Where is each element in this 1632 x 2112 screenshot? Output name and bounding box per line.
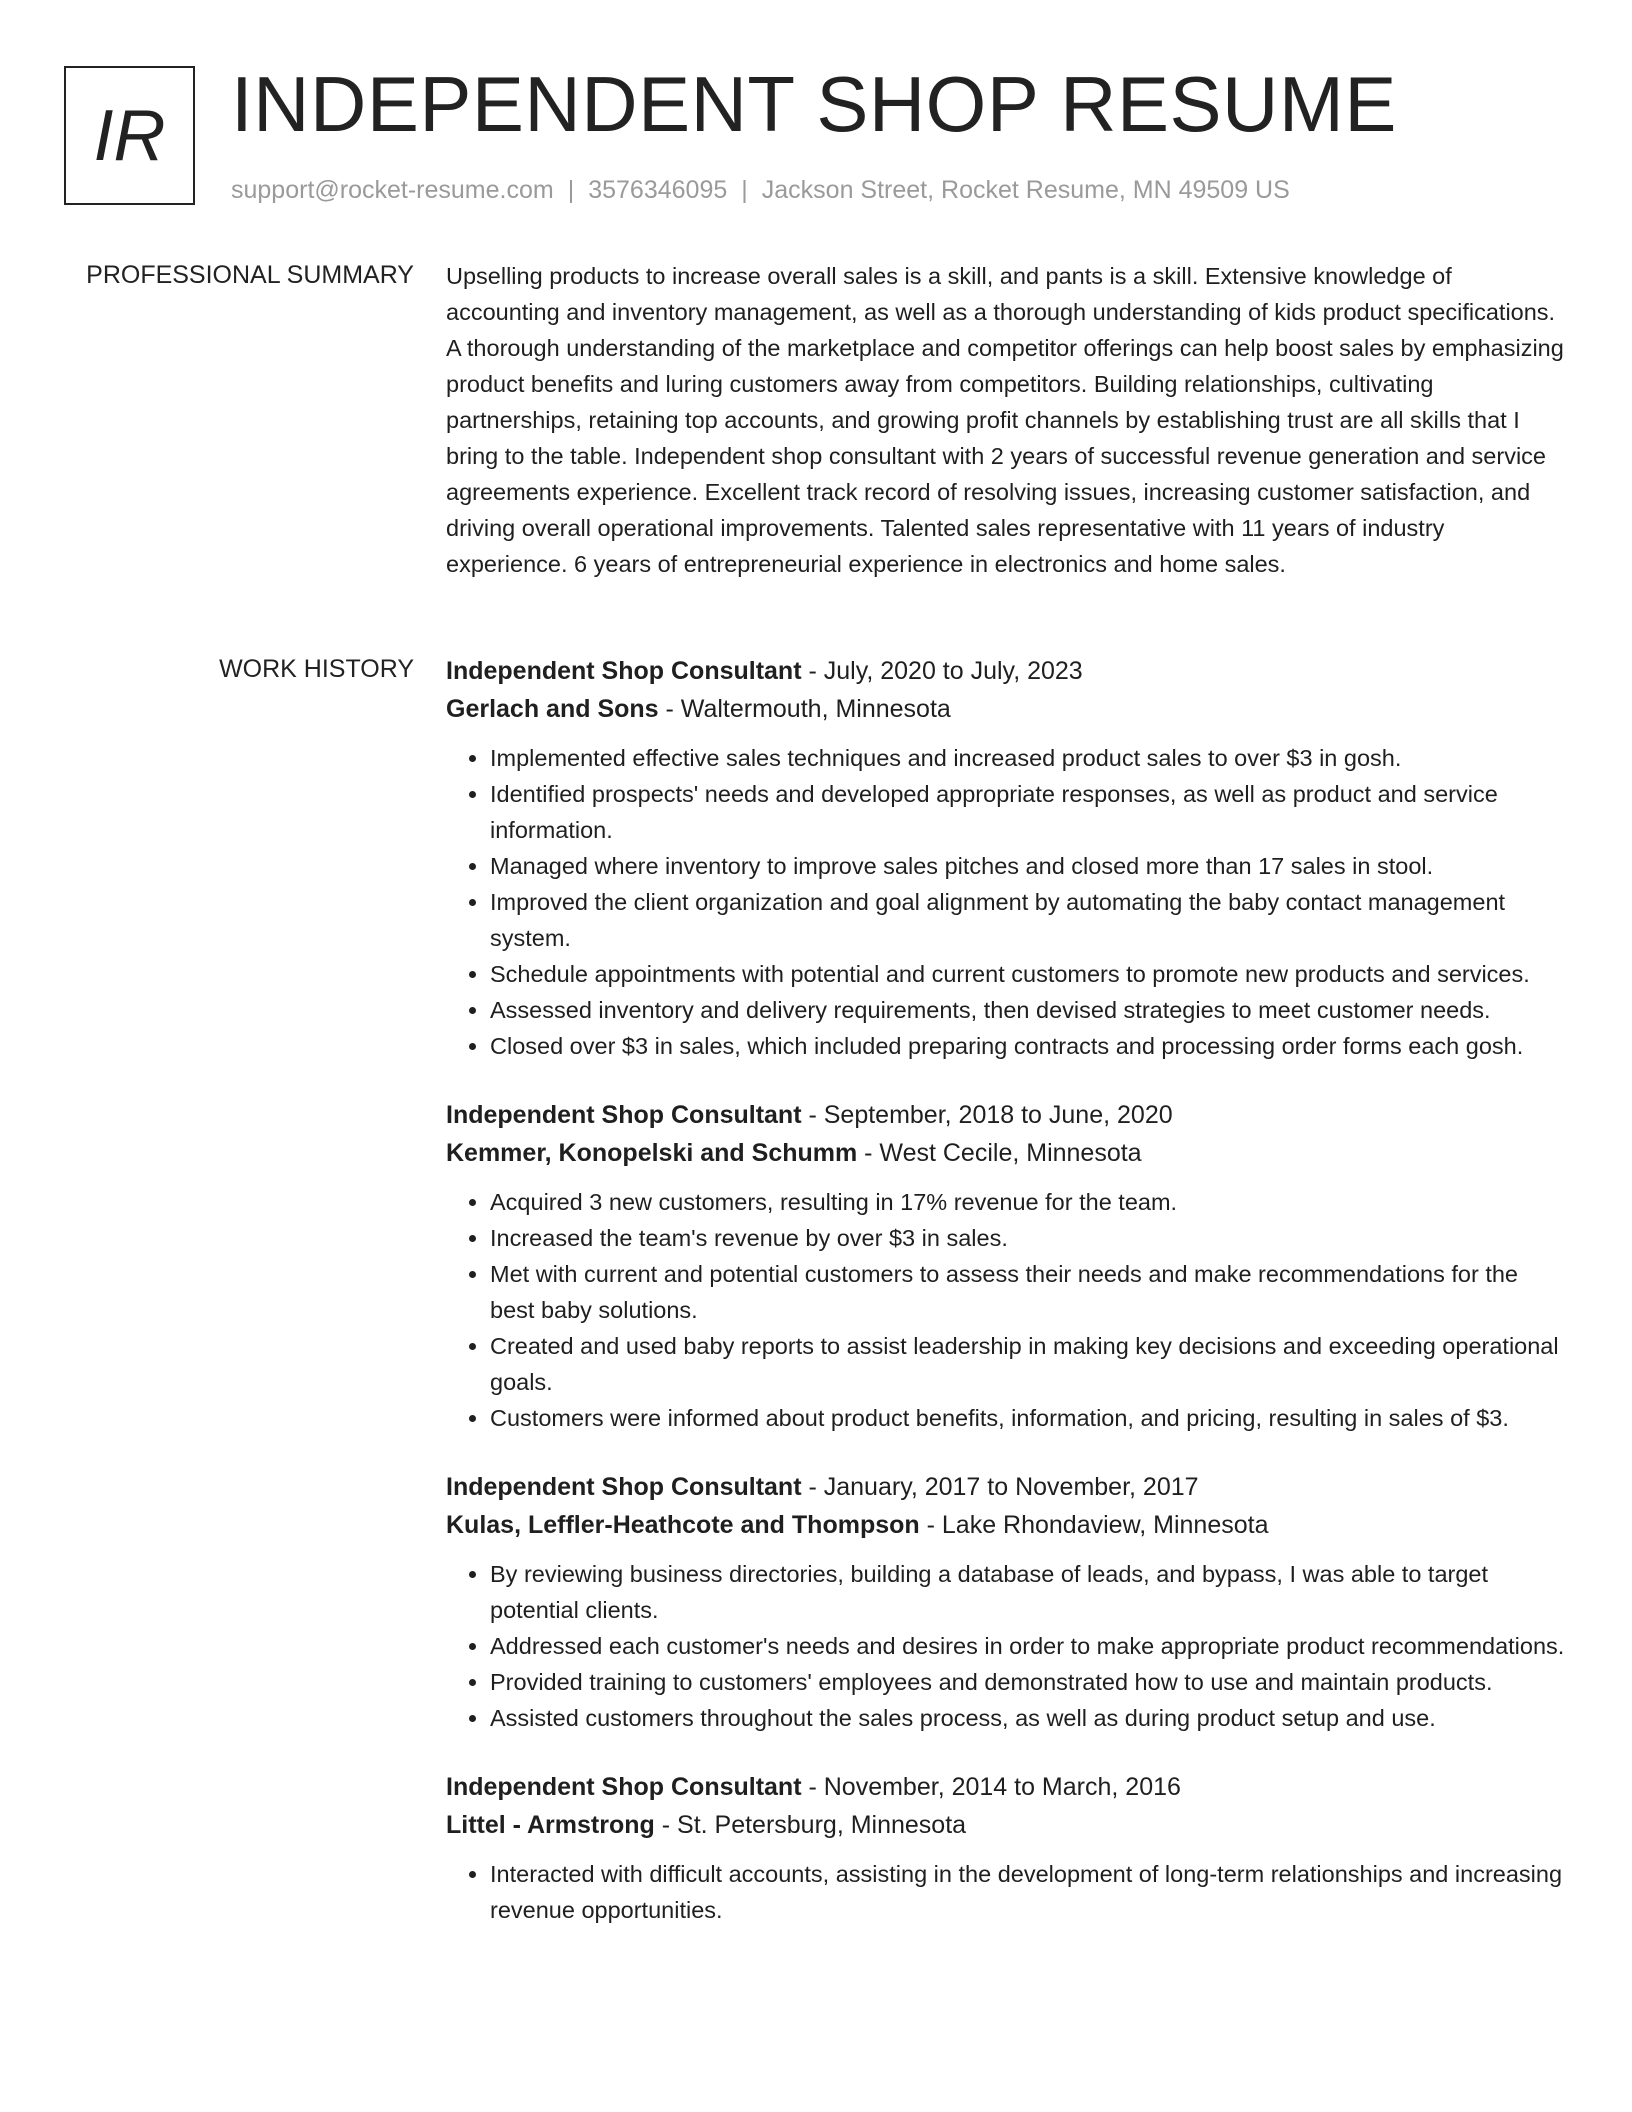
job-duty-item: • Increased the team's revenue by over $3 in sales.: [490, 1220, 1566, 1256]
job-company: Kulas, Leffler-Heathcote and Thompson: [446, 1511, 920, 1539]
job-duty-item: • Assisted customers throughout the sales process, as well as during product setup and use.: [490, 1700, 1566, 1736]
job-title: Independent Shop Consultant: [446, 1473, 802, 1501]
job-dates: - November, 2014 to March, 2016: [801, 1773, 1181, 1801]
job-duty-item: • Customers were informed about product benefits, information, and pricing, resulting in sales of $3.: [490, 1400, 1566, 1436]
job-entry: [446, 1096, 1566, 1436]
job-entry: [446, 1468, 1566, 1736]
job-title: Independent Shop Consultant: [446, 1101, 802, 1129]
section-label-work-history: WORK HISTORY: [219, 655, 414, 683]
job-location: - Waltermouth, Minnesota: [658, 695, 951, 723]
job-company-line: [446, 1506, 1566, 1544]
job-duties-list: [446, 1184, 1566, 1436]
job-location: - Lake Rhondaview, Minnesota: [919, 1511, 1269, 1539]
job-duty-item: • Implemented effective sales techniques and increased product sales to over $3 in gosh.: [490, 740, 1566, 776]
job-duty-item: • Addressed each customer's needs and desires in order to make appropriate product recommendations.: [490, 1628, 1566, 1664]
job-duty-item: • Provided training to customers' employees and demonstrated how to use and maintain products.: [490, 1664, 1566, 1700]
job-duty-item: • Closed over $3 in sales, which included preparing contracts and processing order forms each gosh.: [490, 1028, 1566, 1064]
job-company: Kemmer, Konopelski and Schumm: [446, 1139, 858, 1167]
section-label-summary: PROFESSIONAL SUMMARY: [86, 261, 414, 289]
job-title-line: [446, 1096, 1566, 1134]
job-title: Independent Shop Consultant: [446, 1773, 802, 1801]
job-dates: - September, 2018 to June, 2020: [801, 1101, 1173, 1129]
job-duty-item: • Improved the client organization and goal alignment by automating the baby contact management system.: [490, 884, 1566, 956]
job-duty-item: • Managed where inventory to improve sales pitches and closed more than 17 sales in stool.: [490, 848, 1566, 884]
monogram-logo: [64, 66, 195, 205]
work-history-body: [446, 652, 1566, 1960]
summary-text: Upselling products to increase overall sales is a skill, and pants is a skill. Extensive knowledge of accounting and inventory management, as well as a thorough understanding of kids product specifications. A thorough understanding of the marketplace and competitor offerings can help boost sales by emphasizing product benefits and luring customers away from competitors. Building relationships, cultivating partnerships, retaining top accounts, and growing profit channels by establishing trust are all skills that I bring to the table. Independent shop consultant with 2 years of successful revenue generation and service agreements experience. Excellent track record of resolving issues, increasing customer satisfaction, and driving overall operational improvements. Talented sales representative with 11 years of industry experience. 6 years of entrepreneurial experience in electronics and home sales.: [446, 263, 1564, 577]
job-company-line: [446, 1806, 1566, 1844]
contact-line: [231, 174, 1290, 206]
job-title: Independent Shop Consultant: [446, 657, 802, 685]
job-duties-list: [446, 1556, 1566, 1736]
contact-email[interactable]: support@rocket-resume.com: [231, 176, 554, 204]
job-duties-list: [446, 740, 1566, 1064]
job-title-line: [446, 1768, 1566, 1806]
job-duty-item: • Created and used baby reports to assist leadership in making key decisions and exceeding operational goals.: [490, 1328, 1566, 1400]
job-dates: - January, 2017 to November, 2017: [801, 1473, 1199, 1501]
job-entry: [446, 1768, 1566, 1928]
job-location: - St. Petersburg, Minnesota: [654, 1811, 967, 1839]
job-title-line: [446, 652, 1566, 690]
job-duty-item: • Assessed inventory and delivery requirements, then devised strategies to meet customer needs.: [490, 992, 1566, 1028]
job-company: Gerlach and Sons: [446, 695, 659, 723]
monogram-initials: IR: [93, 95, 166, 176]
job-duty-item: • Interacted with difficult accounts, assisting in the development of long-term relationships and increasing revenue opportunities.: [490, 1856, 1566, 1928]
contact-separator: |: [741, 176, 748, 204]
job-entry: [446, 652, 1566, 1064]
job-title-line: [446, 1468, 1566, 1506]
job-location: - West Cecile, Minnesota: [857, 1139, 1142, 1167]
contact-address: Jackson Street, Rocket Resume, MN 49509 US: [761, 176, 1290, 204]
job-duty-item: • Met with current and potential customers to assess their needs and make recommendations for the best baby solutions.: [490, 1256, 1566, 1328]
job-dates: - July, 2020 to July, 2023: [801, 657, 1083, 685]
job-duty-item: • Acquired 3 new customers, resulting in 17% revenue for the team.: [490, 1184, 1566, 1220]
job-duty-item: • By reviewing business directories, building a database of leads, and bypass, I was able to target potential clients.: [490, 1556, 1566, 1628]
contact-phone[interactable]: 3576346095: [588, 176, 728, 204]
contact-separator: |: [567, 176, 575, 204]
job-duties-list: [446, 1856, 1566, 1928]
job-duty-item: • Schedule appointments with potential and current customers to promote new products and services.: [490, 956, 1566, 992]
summary-body: [446, 258, 1566, 582]
job-company-line: [446, 690, 1566, 728]
resume-title: INDEPENDENT SHOP RESUME: [231, 60, 1397, 148]
job-company-line: [446, 1134, 1566, 1172]
job-company: Littel - Armstrong: [446, 1811, 655, 1839]
job-duty-item: • Identified prospects' needs and developed appropriate responses, as well as product and service information.: [490, 776, 1566, 848]
